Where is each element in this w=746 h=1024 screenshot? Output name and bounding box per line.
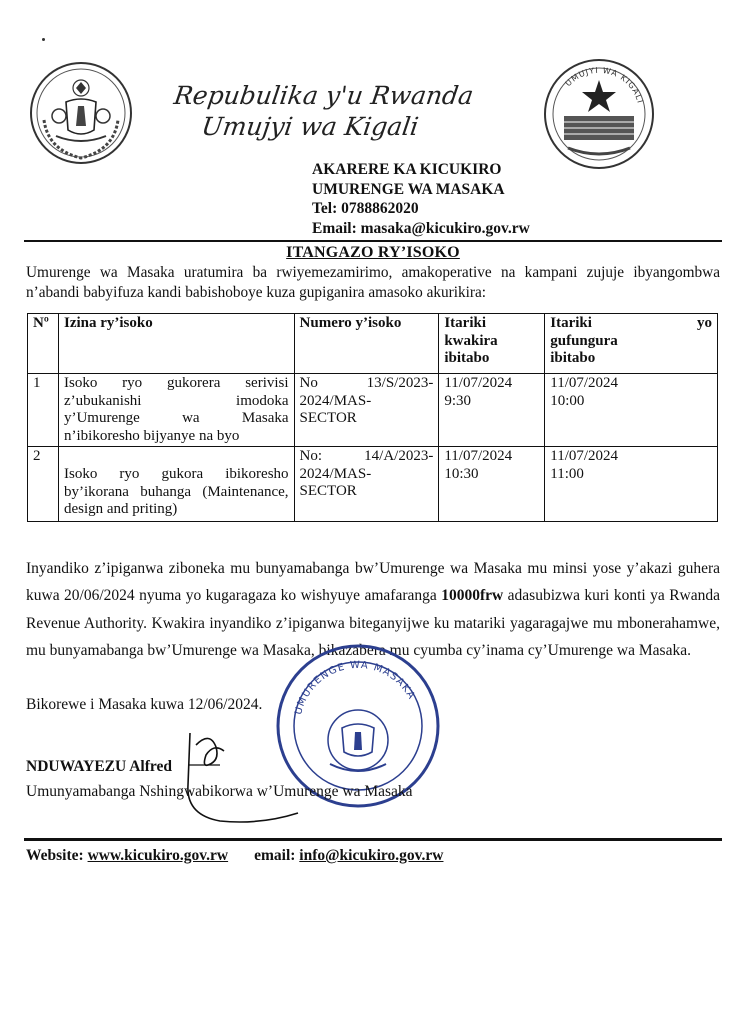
signer-role: Umunyamabanga Nshingwabikorwa w’Umurenge wa Masaka	[26, 783, 413, 800]
header-opening-date	[545, 314, 718, 374]
signing-place-date: Bikorewe i Masaka kuwa 12/06/2024.	[26, 696, 263, 713]
website-label: Website:	[26, 847, 88, 864]
row-tender-number	[294, 447, 439, 522]
header-tender-number: Numero y’isoko	[294, 314, 439, 374]
footer	[26, 847, 443, 865]
table-row	[28, 447, 718, 522]
instructions-part-2: adasubizwa kuri konti ya Rwanda Revenue Authority. Kwakira inyandiko z’ipiganwa biteganyijwe ku matariki yagaragajwe mu mbonerahamwe, mu bunyamabanga bw’Umurenge wa Masaka, bikazabera mu cyumba cy’inama cy’Umurenge wa Masaka.	[26, 587, 720, 659]
receive-date: 11/07/2024	[444, 448, 513, 464]
tender-name-line: Isoko ryo gukorera serivisi	[63, 375, 289, 391]
row-tender-name	[58, 447, 294, 522]
tender-number-line: 2024/MAS-	[299, 465, 372, 482]
tender-number-line: No 13/S/2023-	[299, 375, 434, 391]
tender-name-line: design and priting)	[63, 501, 178, 517]
svg-text:UMURENGE WA MASAKA	[293, 660, 417, 716]
tender-table	[27, 313, 718, 522]
footer-divider	[24, 838, 722, 841]
intro-line-2: n’abandi babyifuza kandi babishoboye kuza gupiganira amasoko akurikira:	[26, 284, 487, 301]
header-receive-line: kwakira	[444, 332, 498, 349]
header-opening-line: ibitabo	[550, 350, 596, 366]
header-opening-line: gufungura	[550, 332, 618, 349]
tender-name-line: by’ikorana buhanga (Maintenance,	[63, 483, 289, 500]
seal-text: UMUJYI WA KIGALI	[563, 65, 645, 105]
row-opening-date	[545, 374, 718, 447]
opening-date: 11/07/2024	[550, 448, 619, 464]
header-opening-word: Itariki	[550, 315, 592, 331]
government-heading	[168, 80, 517, 142]
footer-email-label: email:	[254, 847, 300, 864]
footer-email-link[interactable]: info@kicukiro.gov.rw	[299, 847, 444, 864]
row-opening-date	[545, 447, 718, 522]
opening-time: 11:00	[550, 465, 584, 482]
receive-time: 10:30	[444, 465, 479, 482]
telephone: Tel: 0788862020	[312, 200, 419, 217]
tender-number-line: No: 14/A/2023-	[299, 448, 434, 464]
rwanda-coat-of-arms-emblem	[26, 58, 136, 168]
row-tender-name	[58, 374, 294, 447]
tender-number-line: SECTOR	[299, 410, 357, 426]
row-number: 2	[28, 447, 59, 522]
stamp-text: UMURENGE WA MASAKA	[293, 659, 418, 716]
office-email: Email: masaka@kicukiro.gov.rw	[312, 219, 530, 237]
receive-date: 11/07/2024	[444, 375, 513, 391]
kigali-city-seal	[540, 52, 658, 172]
office-address	[312, 160, 530, 238]
header-opening-word: yo	[697, 315, 712, 331]
government-line-1: Repubulika y'u Rwanda	[172, 81, 476, 110]
document-title: ITANGAZO RY’ISOKO	[286, 244, 460, 261]
opening-date: 11/07/2024	[550, 375, 619, 391]
handwritten-signature	[180, 725, 300, 825]
scan-speck	[42, 38, 45, 41]
intro-paragraph	[26, 263, 720, 303]
row-receive-date	[439, 447, 545, 522]
header-number: Nº	[28, 314, 59, 374]
tender-name-line: n’ibikoresho bijyanye na byo	[63, 427, 240, 444]
row-receive-date	[439, 374, 545, 447]
header-receive-line: ibitabo	[444, 350, 490, 366]
row-tender-number	[294, 374, 439, 447]
tender-name-line: Isoko ryo gukora ibikoresho	[63, 466, 289, 482]
government-line-2: Umujyi wa Kigali	[199, 112, 421, 141]
fee-amount: 10000frw	[441, 587, 504, 605]
signer-name: NDUWAYEZU Alfred	[26, 758, 172, 775]
receive-time: 9:30	[444, 392, 472, 409]
table-row	[28, 374, 718, 447]
tender-number-line: 2024/MAS-	[299, 392, 372, 409]
tender-name-line: y’Umurenge wa Masaka	[63, 410, 289, 426]
header-tender-name: Izina ry’isoko	[58, 314, 294, 374]
row-number: 1	[28, 374, 59, 447]
header-receive-line: Itariki	[444, 315, 487, 331]
header-divider	[24, 240, 722, 242]
header-receive-date	[439, 314, 545, 374]
table-header-row	[28, 314, 718, 374]
opening-time: 10:00	[550, 392, 585, 409]
website-link[interactable]: www.kicukiro.gov.rw	[87, 847, 229, 864]
district-name: AKARERE KA KICUKIRO	[312, 161, 502, 178]
tender-name-line: z’ubukanishi imodoka	[63, 392, 289, 409]
tender-number-line: SECTOR	[299, 483, 357, 499]
sector-name: UMURENGE WA MASAKA	[312, 180, 505, 198]
instructions-part-1: Inyandiko z’ipiganwa ziboneka mu bunyamabanga bw’Umurenge wa Masaka mu minsi yose y’akazi guhera kuwa 20/06/2024 nyuma yo kugaragaza ko wishyuye amafaranga	[26, 560, 720, 605]
intro-line-1: Umurenge wa Masaka uratumira ba rwiyemezamirimo, amakoperative na kampani zujuje ibyangombwa	[26, 264, 720, 281]
